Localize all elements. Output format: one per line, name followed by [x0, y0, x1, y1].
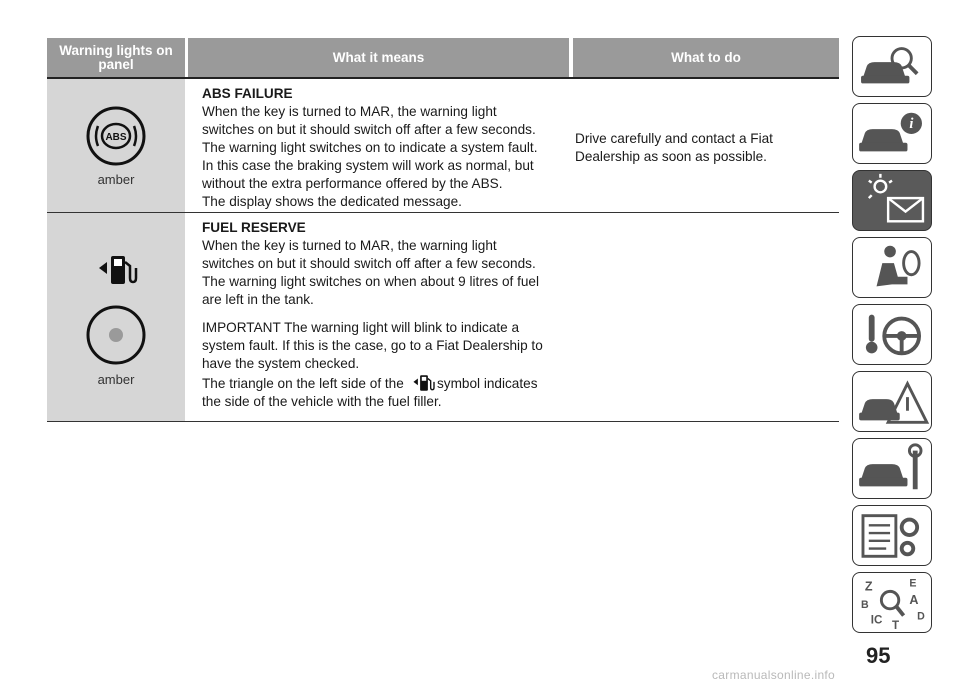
page-number: 95	[866, 643, 891, 668]
row-description-line: In this case the braking system will work as normal, but	[202, 158, 534, 173]
row-description-line: When the key is turned to MAR, the warning light	[202, 238, 497, 253]
tab-index[interactable]	[852, 572, 932, 633]
row-description-line: The display shows the dedicated message.	[202, 194, 462, 209]
row-description-line: When the key is turned to MAR, the warning light	[202, 104, 497, 119]
svg-text:D: D	[917, 610, 925, 623]
svg-text:i: i	[909, 116, 914, 133]
row-description-line: switches on but it should switch off after a few seconds.	[202, 256, 536, 271]
tab-car-search[interactable]	[852, 36, 932, 97]
tab-safety[interactable]	[852, 237, 932, 298]
row-title: ABS FAILURE	[202, 86, 293, 101]
row-description-line: without the extra performance offered by the ABS.	[202, 176, 503, 191]
svg-text:T: T	[892, 619, 900, 632]
header-what-to-do: What to do	[573, 38, 839, 77]
warning-light-message-icon	[853, 171, 931, 230]
watermark: carmanualsonline.info	[712, 668, 836, 682]
car-emergency-icon	[853, 372, 931, 431]
row-description-line: The warning light switches on to indicate a system fault.	[202, 140, 538, 155]
tab-starting-driving[interactable]	[852, 304, 932, 365]
row-divider	[47, 421, 839, 422]
row-description-line: switches on but it should switch off after a few seconds.	[202, 122, 536, 137]
dot-indicator-icon	[86, 305, 146, 365]
header-warning-lights: Warning lights on panel	[47, 38, 185, 77]
fuel-pump-icon	[97, 252, 139, 288]
seat-airbag-icon	[853, 238, 931, 297]
todo-line: Drive carefully and contact a Fiat	[575, 131, 773, 146]
triangle-note-start: The triangle on the left side of the	[202, 376, 404, 391]
triangle-note-line2: the side of the vehicle with the fuel filler.	[202, 394, 442, 409]
tab-car-info[interactable]	[852, 103, 932, 164]
important-line: system fault. If this is the case, go to a Fiat Dealership to	[202, 338, 543, 353]
tab-emergency[interactable]	[852, 371, 932, 432]
car-search-icon	[853, 37, 931, 96]
todo-line: Dealership as soon as possible.	[575, 149, 767, 164]
triangle-note-end: symbol indicates	[437, 376, 538, 391]
abs-warning-icon	[86, 106, 146, 166]
svg-text:IC: IC	[870, 613, 883, 627]
important-line: have the system checked.	[202, 356, 360, 371]
color-label: amber	[97, 372, 135, 387]
important-line: IMPORTANT The warning light will blink to indicate a	[202, 320, 520, 335]
key-steering-wheel-icon	[853, 305, 931, 364]
header-what-it-means: What it means	[188, 38, 569, 77]
svg-text:A: A	[909, 592, 919, 607]
svg-text:Z: Z	[864, 579, 873, 594]
row-title: FUEL RESERVE	[202, 220, 306, 235]
color-label: amber	[97, 172, 135, 187]
row-description-line: The warning light switches on when about 9 litres of fuel	[202, 274, 540, 289]
fuel-pump-inline-icon	[411, 373, 437, 393]
car-maintenance-icon	[853, 439, 931, 498]
svg-text:B: B	[861, 598, 869, 611]
tab-warning-lights[interactable]	[852, 170, 932, 231]
row-description-line: are left in the tank.	[202, 292, 314, 307]
row-divider	[47, 212, 839, 213]
tab-technical-data[interactable]	[852, 505, 932, 566]
svg-text:E: E	[909, 577, 917, 590]
car-info-icon	[853, 104, 931, 163]
index-search-icon	[853, 573, 931, 632]
tab-maintenance[interactable]	[852, 438, 932, 499]
svg-text:ABS: ABS	[105, 132, 127, 143]
technical-data-icon	[853, 506, 931, 565]
